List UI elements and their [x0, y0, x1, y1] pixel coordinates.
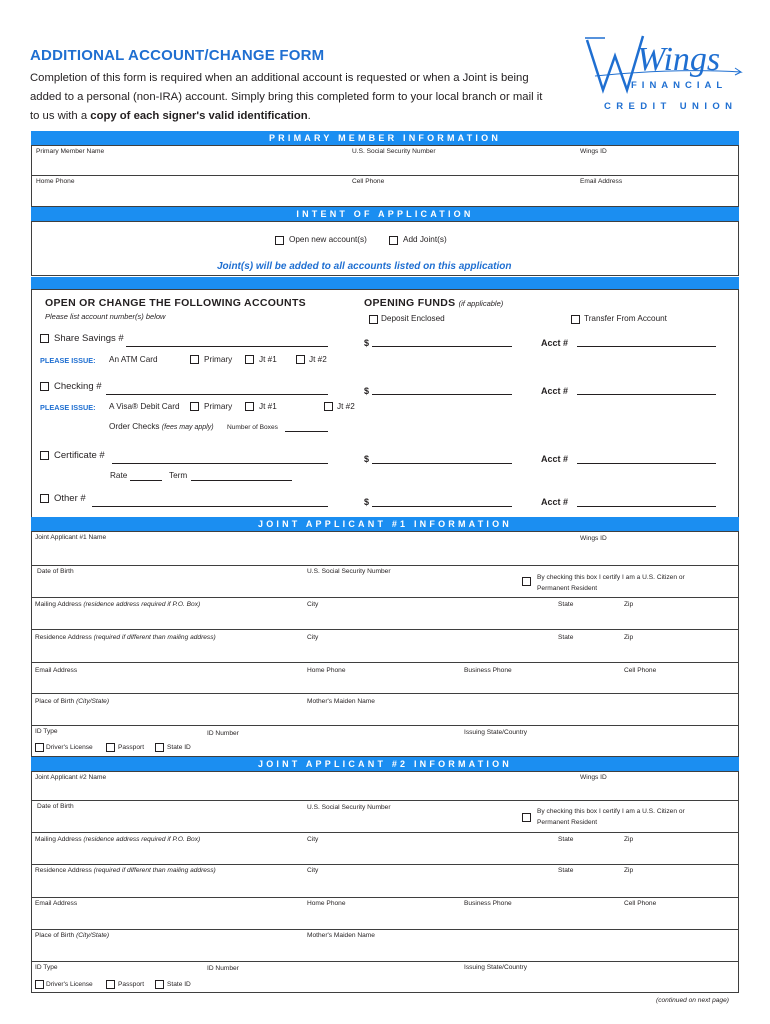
intro-text: Completion of this form is required when an additional account is requested or when a Joint is being added to a personal (non-IRA) account. Simply bring this completed form to your local branch or mail it to us with a [30, 72, 543, 122]
visa-jt2-checkbox[interactable] [324, 402, 333, 411]
joint2-certify-label: By checking this box I certify I am a U.S. Citizen or [537, 808, 685, 815]
atm-jt2-checkbox[interactable] [296, 355, 305, 364]
joint2-mailing-text: Mailing Address [35, 836, 82, 843]
certificate-account-line[interactable] [112, 463, 328, 464]
other-label: Other # [54, 493, 86, 504]
joint2-name-label: Joint Applicant #2 Name [35, 774, 107, 781]
joint1-wings-id-label: Wings ID [580, 535, 607, 542]
certificate-checkbox[interactable] [40, 451, 49, 460]
joint1-zip-label: Zip [624, 601, 634, 608]
atm-jt1-label: Jt #1 [259, 355, 277, 364]
opening-funds-title: OPENING FUNDS [364, 297, 456, 309]
primary-divider [31, 175, 739, 176]
joint2-residence-note: (required if different than mailing address) [93, 867, 216, 874]
open-new-accounts-checkbox[interactable] [275, 236, 284, 245]
certificate-amount-line[interactable] [372, 463, 512, 464]
joint2-res-city-label: City [307, 867, 319, 874]
other-transfer-acct-line[interactable] [577, 506, 716, 507]
joint1-id-number-label: ID Number [207, 730, 239, 737]
joint2-email-label: Email Address [35, 900, 78, 907]
joint1-name-label: Joint Applicant #1 Name [35, 534, 107, 541]
other-dollar: $ [364, 497, 370, 507]
accounts-top-strip [31, 277, 739, 289]
joint1-state-label: State [558, 601, 574, 608]
fees-note: (fees may apply) [161, 424, 214, 431]
order-checks-label [109, 422, 214, 431]
deposit-enclosed-checkbox[interactable] [369, 315, 378, 324]
checking-dollar: $ [364, 386, 370, 396]
joint1-drivers-license-checkbox[interactable] [35, 743, 44, 752]
joint2-residence-label [35, 867, 216, 874]
primary-home-phone-label: Home Phone [36, 178, 75, 185]
joint2-bar: JOINT APPLICANT #2 INFORMATION [31, 757, 739, 771]
joint1-drivers-license-label: Driver's License [46, 744, 93, 751]
share-savings-dollar: $ [364, 338, 370, 348]
joint1-home-phone-label: Home Phone [307, 667, 346, 674]
joint2-business-phone-label: Business Phone [464, 900, 512, 907]
joint1-divider-1 [31, 565, 739, 566]
continued-note: (continued on next page) [656, 997, 729, 1004]
atm-primary-checkbox[interactable] [190, 355, 199, 364]
joint1-passport-label: Passport [118, 744, 145, 751]
intro-bold-text: copy of each signer's valid identification [90, 110, 308, 122]
please-issue-label: PLEASE ISSUE: [40, 356, 96, 365]
joint2-citizen-checkbox[interactable] [522, 813, 531, 822]
joint2-dob-label: Date of Birth [37, 803, 74, 810]
joint1-certify-label-2: Permanent Resident [537, 585, 598, 592]
joint1-res-zip-label: Zip [624, 634, 634, 641]
share-savings-amount-line[interactable] [372, 346, 512, 347]
rate-label: Rate [110, 471, 128, 480]
joint1-residence-note: (required if different than mailing address) [93, 634, 216, 641]
joint1-res-city-label: City [307, 634, 319, 641]
order-checks-text: Order Checks [109, 422, 160, 431]
joint1-passport-checkbox[interactable] [106, 743, 115, 752]
joint2-maiden-label: Mother's Maiden Name [307, 932, 375, 939]
joint2-res-zip-label: Zip [624, 867, 634, 874]
joint2-divider-3 [31, 864, 739, 865]
other-acct-label: Acct # [541, 497, 569, 507]
other-checkbox[interactable] [40, 494, 49, 503]
joint2-passport-checkbox[interactable] [106, 980, 115, 989]
joint1-pob-label [35, 698, 109, 705]
certificate-dollar: $ [364, 454, 370, 464]
joint2-drivers-license-checkbox[interactable] [35, 980, 44, 989]
joint1-res-state-label: State [558, 634, 574, 641]
wings-logo [585, 28, 745, 98]
joint1-divider-6 [31, 725, 739, 726]
joint1-divider-3 [31, 629, 739, 630]
joint2-divider-6 [31, 961, 739, 962]
joint1-pob-text: Place of Birth [35, 698, 75, 705]
joint2-pob-note: (City/State) [76, 932, 110, 939]
joint2-res-state-label: State [558, 867, 574, 874]
form-intro [30, 69, 550, 126]
logo-credit-union: CREDIT UNION [604, 101, 738, 112]
visa-jt1-checkbox[interactable] [245, 402, 254, 411]
joint1-citizen-checkbox[interactable] [522, 577, 531, 586]
joint1-business-phone-label: Business Phone [464, 667, 512, 674]
joint1-divider-2 [31, 597, 739, 598]
logo-wordmark: Wings [637, 41, 721, 78]
joint1-pob-note: (City/State) [76, 698, 110, 705]
atm-primary-label: Primary [204, 355, 233, 364]
joint2-drivers-license-label: Driver's License [46, 981, 93, 988]
atm-jt2-label: Jt #2 [309, 355, 327, 364]
joint2-mailing-note: (residence address required if P.O. Box) [83, 836, 201, 843]
certificate-transfer-acct-line[interactable] [577, 463, 716, 464]
joint1-mailing-text: Mailing Address [35, 601, 82, 608]
form-title: ADDITIONAL ACCOUNT/CHANGE FORM [30, 47, 325, 64]
joint1-state-id-label: State ID [167, 744, 191, 751]
primary-email-label: Email Address [580, 178, 623, 185]
add-joints-checkbox[interactable] [389, 236, 398, 245]
joint2-residence-text: Residence Address [35, 867, 92, 874]
joint1-maiden-label: Mother's Maiden Name [307, 698, 375, 705]
joint2-state-id-label: State ID [167, 981, 191, 988]
checking-account-line[interactable] [106, 394, 328, 395]
primary-member-name-label: Primary Member Name [36, 148, 105, 155]
joint2-divider-1 [31, 800, 739, 801]
joint2-cell-phone-label: Cell Phone [624, 900, 657, 907]
joint1-email-label: Email Address [35, 667, 78, 674]
joint2-divider-4 [31, 897, 739, 898]
transfer-from-account-checkbox[interactable] [571, 315, 580, 324]
joint1-dob-label: Date of Birth [37, 568, 74, 575]
visa-jt1-label: Jt #1 [259, 402, 277, 411]
rate-line[interactable] [130, 480, 162, 481]
share-savings-transfer-acct-line[interactable] [577, 346, 716, 347]
joint1-city-label: City [307, 601, 319, 608]
intent-note: Joint(s) will be added to all accounts listed on this application [217, 261, 512, 272]
joint2-home-phone-label: Home Phone [307, 900, 346, 907]
joint1-residence-text: Residence Address [35, 634, 92, 641]
joint1-id-type-label: ID Type [35, 728, 58, 735]
joint1-residence-label [35, 634, 216, 641]
joint2-id-number-label: ID Number [207, 965, 239, 972]
share-savings-account-line[interactable] [126, 346, 328, 347]
other-account-line[interactable] [92, 506, 328, 507]
atm-card-label: An ATM Card [109, 355, 158, 364]
intro-end: . [307, 110, 311, 122]
open-new-accounts-label: Open new account(s) [289, 235, 367, 244]
checking-label: Checking # [54, 381, 102, 392]
share-savings-acct-label: Acct # [541, 338, 569, 348]
joint2-wings-id-label: Wings ID [580, 774, 607, 781]
transfer-from-account-label: Transfer From Account [584, 314, 667, 323]
share-savings-label: Share Savings # [54, 333, 124, 344]
joint2-pob-text: Place of Birth [35, 932, 75, 939]
joint1-state-id-checkbox[interactable] [155, 743, 164, 752]
joint2-state-id-checkbox[interactable] [155, 980, 164, 989]
joint1-bar: JOINT APPLICANT #1 INFORMATION [31, 517, 739, 531]
joint1-divider-5 [31, 693, 739, 694]
please-issue-label-2: PLEASE ISSUE: [40, 403, 96, 412]
joint1-cell-phone-label: Cell Phone [624, 667, 657, 674]
share-savings-checkbox[interactable] [40, 334, 49, 343]
joint1-divider-4 [31, 662, 739, 663]
primary-member-bar: PRIMARY MEMBER INFORMATION [31, 131, 739, 145]
primary-cell-phone-label: Cell Phone [352, 178, 385, 185]
atm-jt1-checkbox[interactable] [245, 355, 254, 364]
term-line[interactable] [191, 480, 292, 481]
joint1-mailing-note: (residence address required if P.O. Box) [83, 601, 201, 608]
visa-jt2-label: Jt #2 [337, 402, 355, 411]
joint2-id-type-label: ID Type [35, 964, 58, 971]
joint2-mailing-label [35, 836, 200, 843]
certificate-label: Certificate # [54, 450, 105, 461]
visa-primary-checkbox[interactable] [190, 402, 199, 411]
number-of-boxes-label: Number of Boxes [227, 424, 278, 431]
joint2-issuing-label: Issuing State/Country [464, 964, 528, 971]
number-of-boxes-line[interactable] [285, 431, 328, 432]
joint1-ssn-label: U.S. Social Security Number [307, 568, 391, 575]
joint2-passport-label: Passport [118, 981, 145, 988]
add-joints-label: Add Joint(s) [403, 235, 447, 244]
visa-primary-label: Primary [204, 402, 233, 411]
term-label: Term [169, 471, 188, 480]
checking-acct-label: Acct # [541, 386, 569, 396]
deposit-enclosed-label: Deposit Enclosed [381, 314, 445, 323]
checking-transfer-acct-line[interactable] [577, 394, 716, 395]
joint2-pob-label [35, 932, 109, 939]
certificate-acct-label: Acct # [541, 454, 569, 464]
joint1-mailing-label [35, 601, 200, 608]
opening-funds-heading [364, 297, 503, 309]
intent-bar: INTENT OF APPLICATION [31, 207, 739, 221]
primary-ssn-label: U.S. Social Security Number [352, 148, 436, 155]
joint2-certify-label-2: Permanent Resident [537, 819, 598, 826]
joint2-city-label: City [307, 836, 319, 843]
joint2-state-label: State [558, 836, 574, 843]
checking-checkbox[interactable] [40, 382, 49, 391]
primary-wings-id-label: Wings ID [580, 148, 607, 155]
opening-funds-note: (if applicable) [458, 299, 504, 308]
visa-debit-label: A Visa® Debit Card [109, 402, 180, 411]
joint2-zip-label: Zip [624, 836, 634, 843]
checking-amount-line[interactable] [372, 394, 512, 395]
accounts-heading: OPEN OR CHANGE THE FOLLOWING ACCOUNTS [45, 297, 306, 309]
accounts-subheading: Please list account number(s) below [45, 312, 166, 321]
joint2-divider-5 [31, 929, 739, 930]
joint2-divider-2 [31, 832, 739, 833]
joint1-issuing-label: Issuing State/Country [464, 729, 528, 736]
other-amount-line[interactable] [372, 506, 512, 507]
joint1-certify-label: By checking this box I certify I am a U.S. Citizen or [537, 574, 685, 581]
logo-financial: FINANCIAL [631, 80, 728, 91]
joint2-ssn-label: U.S. Social Security Number [307, 804, 391, 811]
